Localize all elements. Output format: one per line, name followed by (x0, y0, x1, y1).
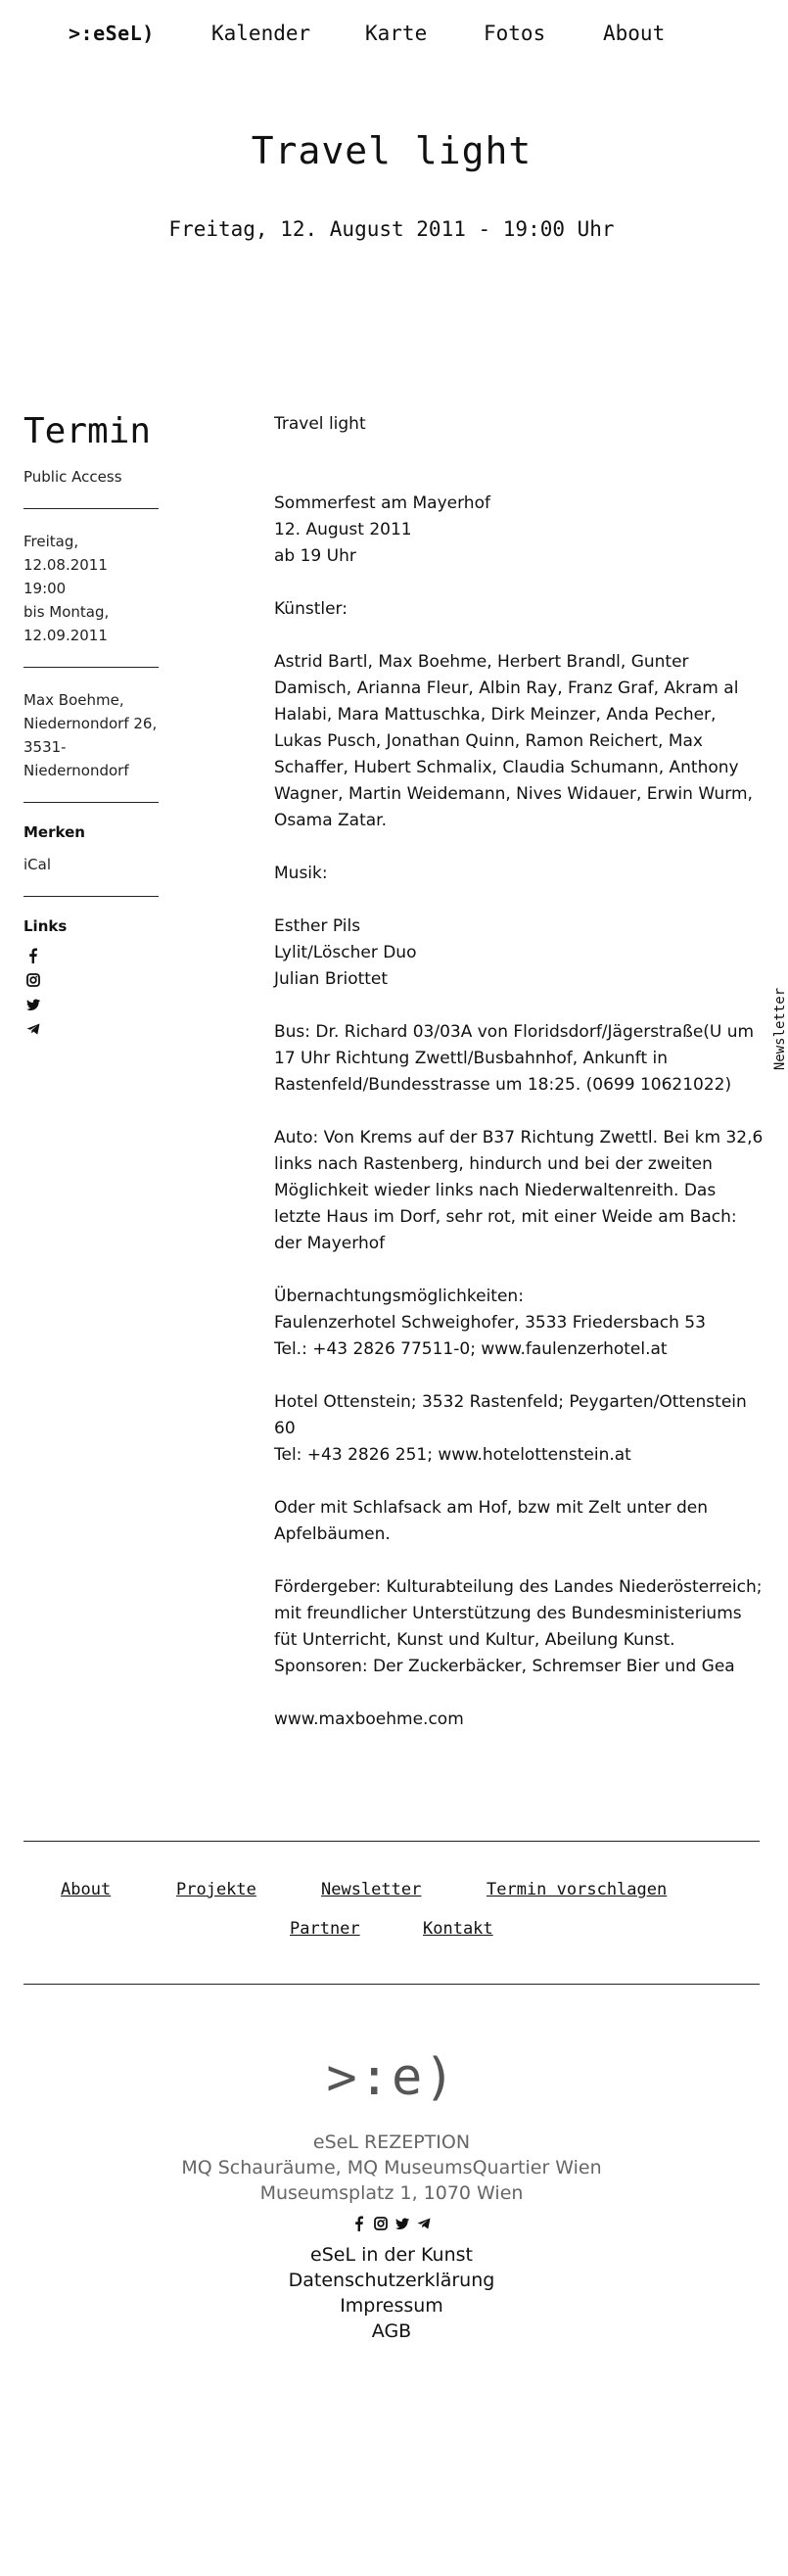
footer-social (348, 2215, 436, 2234)
artists-list: Astrid Bartl, Max Boehme, Herbert Brandl, Gunter Damisch, Arianna Fleur, Albin Ray, Franz Graf, Akram al Halabi, Mara Mattuschka, Dirk Meinzer, Anda Pecher, Lukas Pusch, Jonathan Quinn, Ramon Reichert, Max Schaffer, Hubert Schmalix, Claudia Schumann, Anthony Wagner, Martin Weidemann, Nives Widauer, Erwin Wurm, Osama Zatar. (274, 652, 753, 830)
divider (23, 508, 159, 509)
music-label: Musik: (274, 864, 328, 883)
bus-info: Bus: Dr. Richard 03/03A von Floridsdorf/Jägerstraße(U um 17 Uhr Richtung Zwettl/Busbahnhof, Ankunft in Rastenfeld/Bundesstrasse um 18:25. (0699 10621022) (274, 1022, 755, 1095)
lodging-line: Faulenzerhotel Schweighofer, 3533 Friedersbach 53 (274, 1313, 706, 1333)
lodging-line: Übernachtungsmöglichkeiten: (274, 1287, 524, 1306)
footer-address (0, 2130, 783, 2206)
divider (23, 802, 159, 803)
date-line: Freitag, 12.08.2011 (23, 533, 108, 574)
address-line: eSeL REZEPTION (312, 2131, 471, 2153)
event-address[interactable] (23, 688, 161, 782)
sponsors-info: Fördergeber: Kulturabteilung des Landes Niederösterreich; mit freundlicher Unterstützung des Bundesministeriums füt Unterricht, Kunst und Kultur, Abeilung Kunst. Sponsoren: Der Zuckerbäcker, Schremser Bier und Gea (274, 1577, 763, 1676)
music-item: Esther Pils (274, 916, 361, 936)
footer-link-kontakt[interactable]: Kontakt (423, 1919, 493, 1939)
footer-divider (23, 1984, 760, 1985)
nav-item-kalender[interactable]: Kalender (211, 22, 311, 45)
event-line: ab 19 Uhr (274, 546, 356, 566)
event-title: Travel light (251, 129, 533, 172)
music-item: Julian Briottet (274, 969, 389, 989)
footer-divider (23, 1841, 760, 1842)
site-logo[interactable]: >:eSeL) (69, 22, 155, 45)
nav-item-about[interactable]: About (603, 22, 666, 45)
footer-link-projekte[interactable]: Projekte (176, 1880, 256, 1899)
auto-info: Auto: Von Krems auf der B37 Richtung Zwettl. Bei km 32,6 links nach Rastenberg, hindurch und bei der zweiten Möglichkeit wieder links nach Niederwaltenreith. Das letzte Haus im Dorf, sehr rot, mit einer Weide am Bach: der Mayerhof (274, 1128, 764, 1253)
footer-link-termin-vorschlagen[interactable]: Termin vorschlagen (487, 1880, 668, 1899)
facebook-icon[interactable] (351, 2215, 367, 2232)
newsletter-tab[interactable]: Newsletter (772, 987, 788, 1071)
instagram-icon[interactable] (25, 971, 41, 989)
date-line: bis Montag, (23, 603, 110, 621)
footer-link-esel-kunst[interactable]: eSeL in der Kunst (310, 2244, 473, 2266)
merken-heading: Merken (23, 823, 85, 841)
artists-label: Künstler: (274, 599, 348, 619)
instagram-icon[interactable] (373, 2215, 389, 2232)
footer-link-agb[interactable]: AGB (371, 2320, 412, 2342)
ical-link[interactable]: iCal (23, 856, 52, 873)
event-sidebar (23, 411, 161, 1045)
address-line: Max Boehme, (23, 691, 124, 709)
footer-logo[interactable]: >:e) (326, 2048, 457, 2107)
facebook-icon[interactable] (25, 947, 41, 964)
event-date: Freitag, 12. August 2011 - 19:00 Uhr (168, 217, 615, 241)
camping-info: Oder mit Schlafsack am Hof, bzw mit Zelt unter den Apfelbäumen. (274, 1498, 709, 1544)
event-block (274, 491, 764, 570)
footer-links (0, 2242, 783, 2344)
music-list (274, 913, 764, 993)
date-line: 19:00 (23, 580, 67, 597)
telegram-icon[interactable] (25, 1020, 41, 1038)
footer-link-about[interactable]: About (61, 1880, 112, 1899)
telegram-icon[interactable] (416, 2215, 432, 2232)
twitter-icon[interactable] (25, 996, 41, 1013)
footer-link-impressum[interactable]: Impressum (340, 2295, 443, 2317)
address-line: Niedernondorf 26, (23, 715, 158, 732)
event-dates (23, 530, 161, 647)
address-line: 3531- (23, 738, 67, 756)
lodging-info (274, 1284, 764, 1363)
nav-item-fotos[interactable]: Fotos (484, 22, 546, 45)
address-line: Museumsplatz 1, 1070 Wien (259, 2182, 524, 2204)
hotel-info (274, 1389, 764, 1469)
divider (23, 896, 159, 897)
sidebar-heading: Termin (23, 411, 152, 451)
event-line: Sommerfest am Mayerhof (274, 493, 490, 513)
event-line: 12. August 2011 (274, 520, 412, 539)
hotel-line: Hotel Ottenstein; 3532 Rastenfeld; Peygarten/Ottenstein 60 (274, 1392, 747, 1438)
lodging-line: Tel.: +43 2826 77511-0; www.faulenzerhotel.at (274, 1339, 668, 1359)
event-category[interactable]: Public Access (23, 468, 122, 486)
main-nav (0, 22, 783, 51)
intro-text: Travel light (274, 414, 366, 434)
date-line: 12.09.2011 (23, 627, 108, 644)
links-heading: Links (23, 917, 68, 935)
divider (23, 667, 159, 668)
nav-item-karte[interactable]: Karte (365, 22, 428, 45)
footer-link-datenschutz[interactable]: Datenschutzerklärung (288, 2270, 495, 2291)
footer-link-newsletter[interactable]: Newsletter (321, 1880, 422, 1899)
website-link[interactable]: www.maxboehme.com (274, 1710, 464, 1729)
music-item: Lylit/Löscher Duo (274, 943, 417, 962)
address-line: MQ Schauräume, MQ MuseumsQuartier Wien (181, 2157, 602, 2178)
hotel-line: Tel: +43 2826 251; www.hotelottenstein.at (274, 1445, 631, 1465)
event-description (274, 411, 764, 1759)
footer-link-partner[interactable]: Partner (290, 1919, 360, 1939)
twitter-icon[interactable] (394, 2215, 410, 2232)
address-line: Niedernondorf (23, 762, 129, 779)
